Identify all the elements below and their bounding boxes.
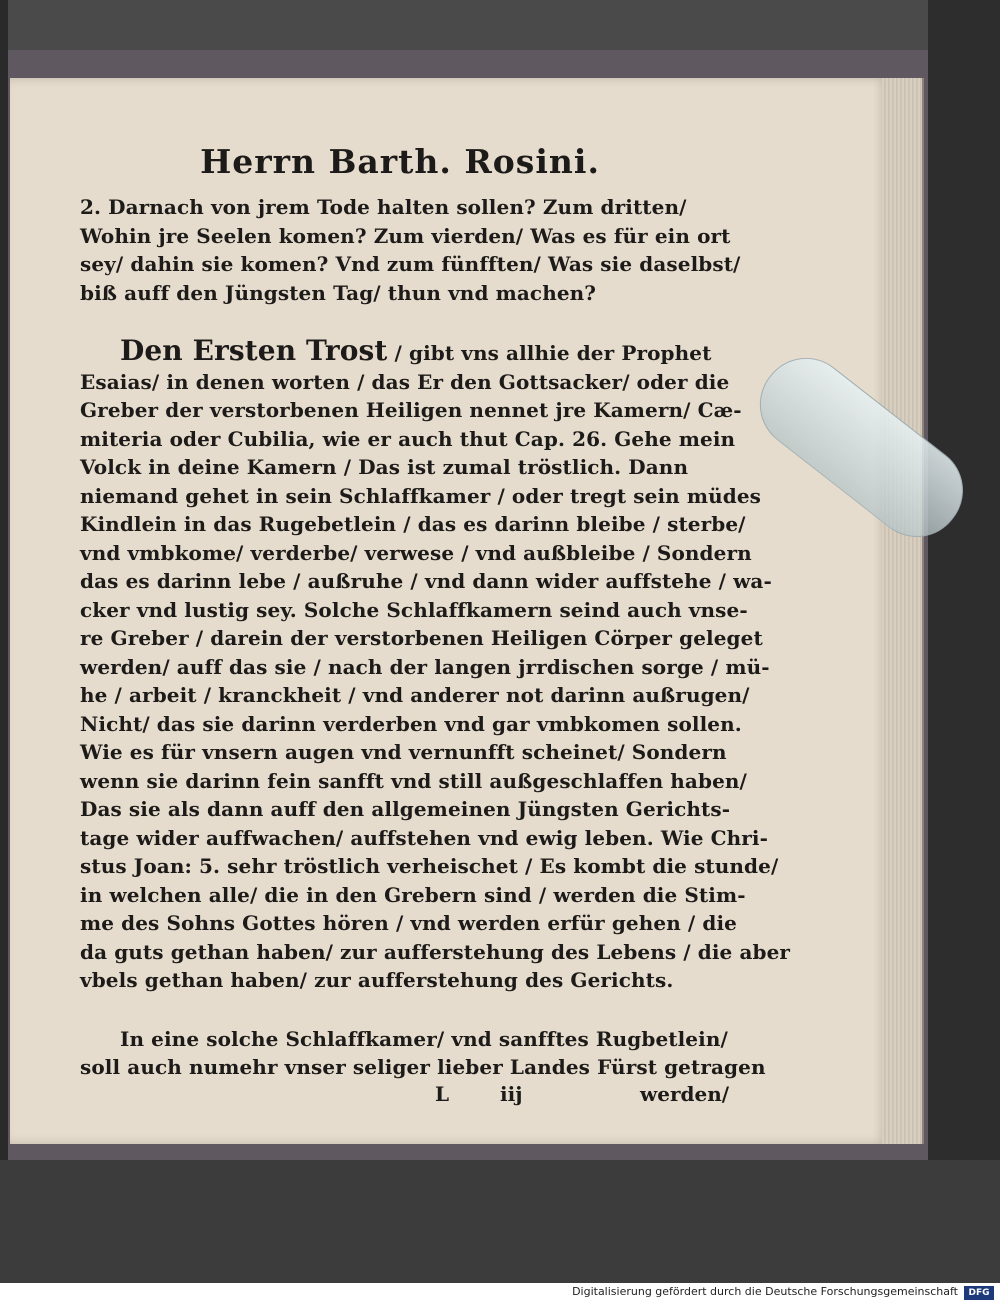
text-line: he / arbeit / kranckheit / vnd anderer not darinn außrugen/ bbox=[80, 683, 750, 707]
running-head: Herrn Barth. Rosini. bbox=[200, 142, 600, 181]
text-line-rest: / gibt vns allhie der Prophet bbox=[394, 341, 712, 365]
text-line bbox=[80, 334, 720, 368]
text-line: Esaias/ in denen worten / das Er den Gottsacker/ oder die bbox=[80, 369, 730, 394]
text-line: stus Joan: 5. sehr tröstlich verheischet / Es kombt die stunde/ bbox=[80, 854, 779, 878]
page-edges bbox=[882, 78, 924, 1144]
paragraph-3 bbox=[80, 1025, 766, 1082]
signature-number: iij bbox=[500, 1081, 523, 1106]
paragraph-1 bbox=[80, 193, 741, 307]
text-line: Wohin jre Seelen komen? Zum vierden/ Was es für ein ort bbox=[80, 223, 731, 248]
text-line: Kindlein in das Rugebetlein / das es darinn bleibe / sterbe/ bbox=[80, 512, 746, 536]
dfg-credit: Digitalisierung gefördert durch die Deutsche Forschungsgemeinschaft bbox=[572, 1285, 958, 1298]
text-line: cker vnd lustig sey. Solche Schlaffkamern seind auch vnse- bbox=[80, 597, 748, 622]
footer-bar bbox=[0, 1283, 1000, 1303]
text-line: Das sie als dann auff den allgemeinen Jüngsten Gerichts- bbox=[80, 797, 731, 821]
text-line: Volck in deine Kamern / Das ist zumal tröstlich. Dann bbox=[80, 455, 689, 479]
paragraph-gap bbox=[80, 995, 720, 1025]
text-line: 2. Darnach von jrem Tode halten sollen? Zum dritten/ bbox=[80, 195, 687, 219]
text-line: das es darinn lebe / außruhe / vnd dann wider auffstehe / wa- bbox=[80, 569, 772, 593]
text-line: in welchen alle/ die in den Grebern sind / werden die Stim- bbox=[80, 882, 746, 907]
text-line: soll auch numehr vnser seliger lieber Landes Fürst getragen bbox=[80, 1055, 766, 1079]
text-line: me des Sohns Gottes hören / vnd werden erfür gehen / die bbox=[80, 911, 737, 935]
text-line: tage wider auffwachen/ auffstehen vnd ewig leben. Wie Chri- bbox=[80, 825, 769, 850]
text-line: Nicht/ das sie darinn verderben vnd gar vmbkomen sollen. bbox=[80, 711, 742, 736]
book-page bbox=[10, 78, 888, 1144]
text-line: re Greber / darein der verstorbenen Heiligen Cörper geleget bbox=[80, 626, 763, 650]
page-text bbox=[80, 142, 791, 1112]
text-line: da guts gethan haben/ zur aufferstehung des Lebens / die aber bbox=[80, 939, 791, 964]
text-line: biß auff den Jüngsten Tag/ thun vnd machen? bbox=[80, 280, 597, 305]
text-line: wenn sie darinn fein sanfft vnd still außgeschlaffen haben/ bbox=[80, 768, 747, 793]
text-line: sey/ dahin sie komen? Vnd zum fünfften/ Was sie daselbst/ bbox=[80, 252, 741, 276]
section-initial: Den Ersten Trost bbox=[120, 334, 388, 367]
signature-letter: L bbox=[435, 1081, 450, 1106]
text-line: miteria oder Cubilia, wie er auch thut Cap. 26. Gehe mein bbox=[80, 426, 736, 451]
text-line: vnd vmbkome/ verderbe/ verwese / vnd außbleibe / Sondern bbox=[80, 540, 752, 565]
text-line: niemand gehet in sein Schlaffkamer / oder tregt sein müdes bbox=[80, 483, 762, 508]
book-board-left bbox=[0, 0, 8, 1283]
text-line: werden/ auff das sie / nach der langen jrrdischen sorge / mü- bbox=[80, 654, 770, 679]
scan-bottom-area bbox=[0, 1160, 1000, 1283]
paragraph-gap bbox=[80, 307, 720, 337]
dfg-logo-icon: DFG bbox=[964, 1286, 994, 1300]
text-line: Wie es für vnsern augen vnd vernunfft scheinet/ Sondern bbox=[80, 740, 727, 764]
signature-line bbox=[80, 1081, 730, 1112]
catchword: werden/ bbox=[640, 1081, 730, 1106]
text-line: vbels gethan haben/ zur aufferstehung des Gerichts. bbox=[80, 968, 674, 992]
text-line: In eine solche Schlaffkamer/ vnd sanfftes Rugbetlein/ bbox=[120, 1026, 728, 1051]
text-line: Greber der verstorbenen Heiligen nennet jre Kamern/ Cæ- bbox=[80, 398, 742, 422]
paragraph-2 bbox=[80, 334, 791, 995]
book-board-right bbox=[928, 0, 1000, 1283]
